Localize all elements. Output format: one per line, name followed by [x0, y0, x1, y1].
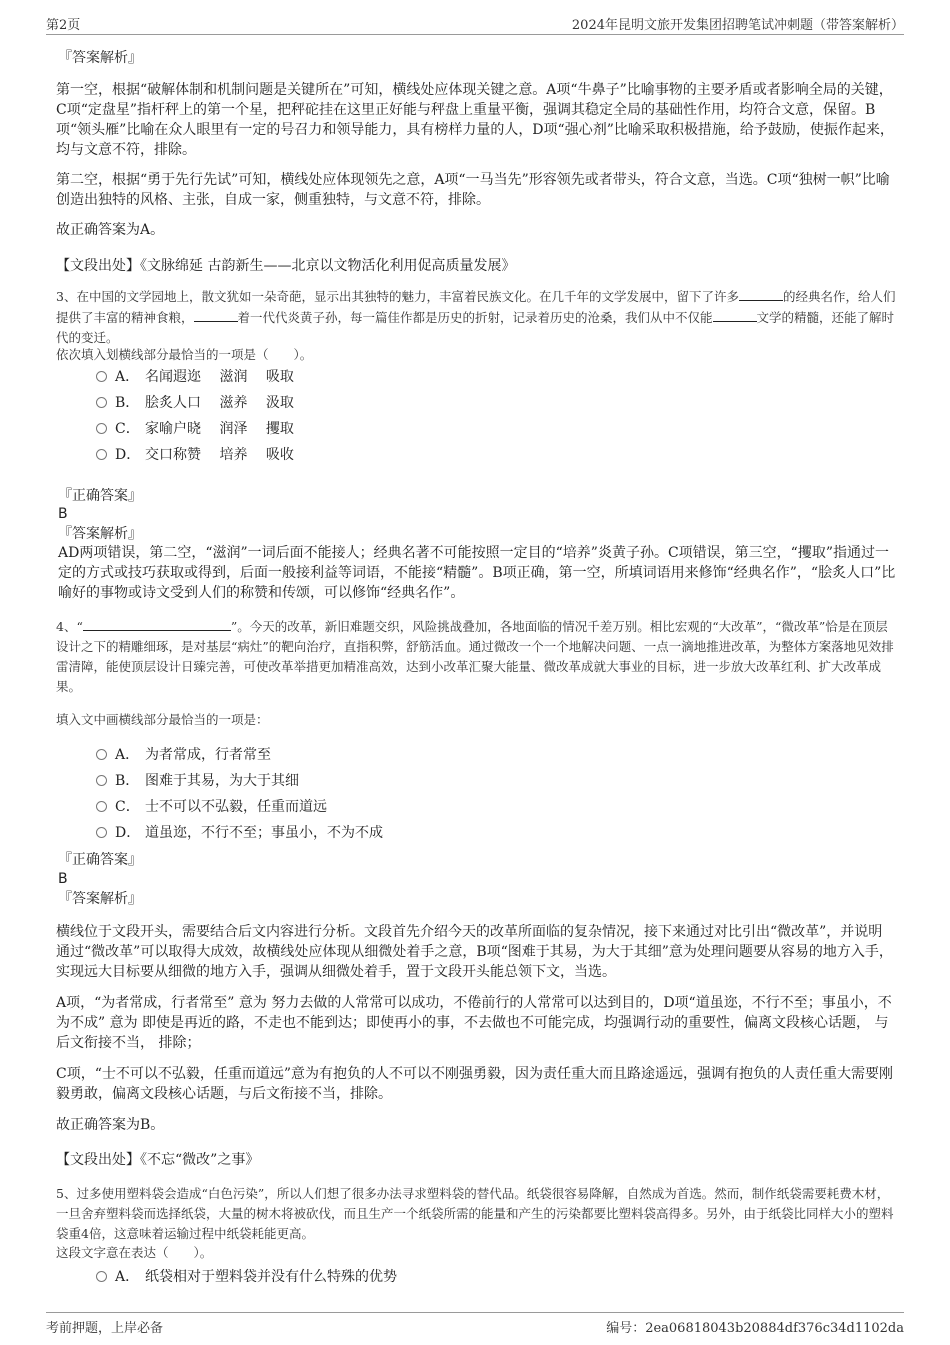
- analysis-label: 『答案解析』: [58, 50, 142, 66]
- answer-conclusion: 故正确答案为A。: [56, 222, 165, 238]
- blank-line: [194, 307, 238, 322]
- analysis-paragraph: AD两项错误，第二空，“滋润”一词后面不能接人；经典名著不可能按照一定目的“培养”炎黄子孙。C项错误，第三空，“攫取”指通过一定的方式或技巧获取或得到，后面一般接利益等词语，不能接“精髓”。B项正确，第一空，所填词语用来修饰“经典名作”，“脍炙人口”比喻好的事物或诗文受到人们的称赞和传颂，可以修饰“经典名作”。: [58, 545, 896, 601]
- option-a[interactable]: A． 名闻遐迩 滋润 吸取: [96, 367, 294, 387]
- radio-button[interactable]: [96, 1271, 107, 1282]
- option-a[interactable]: A． 为者常成，行者常至: [96, 745, 271, 765]
- radio-button[interactable]: [96, 423, 107, 434]
- question-5-prompt: 这段文字意在表达（ ）。: [56, 1245, 213, 1260]
- analysis-paragraph: A项，“为者常成，行者常至” 意为 努力去做的人常常可以成功，不倦前行的人常常可以达到目的，D项“道虽迩，不行不至；事虽小，不为不成” 意为 即使是再近的路，不走也不能到达；即使再小的事，不去做也不可能完成，均强调行动的重要性，偏离文段核心话题， 与后文衔接不当， 排除；: [56, 995, 892, 1051]
- answer-conclusion: 故正确答案为B。: [56, 1117, 165, 1133]
- radio-button[interactable]: [96, 749, 107, 760]
- question-3-prompt: 依次填入划横线部分最恰当的一项是（ ）。: [56, 347, 313, 362]
- question-4-prompt: 填入文中画横线部分最恰当的一项是：: [56, 712, 269, 727]
- radio-button[interactable]: [96, 397, 107, 408]
- correct-answer-label: 『正确答案』: [58, 488, 142, 504]
- radio-button[interactable]: [96, 371, 107, 382]
- option-c[interactable]: C． 士不可以不弘毅，任重而道远: [96, 797, 327, 817]
- analysis-paragraph: 第二空，根据“勇于先行先试”可知，横线处应体现领先之意，A项“一马当先”形容领先或者带头，符合文意，当选。C项“独树一帜”比喻创造出独特的风格、主张，自成一家，侧重独特，与文意不符，排除。: [56, 172, 890, 208]
- page-header: [46, 10, 904, 35]
- correct-answer: B: [58, 871, 68, 887]
- question-4-text: 4、“ ”。今天的改革，新旧难题交织，风险挑战叠加，各地面临的情况千差万别。相比宏观的“大改革”，“微改革”恰是在顶层设计之下的精雕细琢，是对基层“病灶”的靶向治疗，直指积弊，舒筋活血。通过微改一个一个地解决问题、一点一滴地推进改革，为整体方案落地见效排雷清障，能使顶层设计日臻完善，可使改革举措更加精准高效，达到小改革汇聚大能量、微改革成就大事业的目标，进一步放大改革红利、扩大改革成果。: [56, 616, 896, 697]
- option-c[interactable]: C． 家喻户晓 润泽 攫取: [96, 419, 294, 439]
- source-citation: 【文段出处】《文脉绵延 古韵新生——北京以文物活化利用促高质量发展》: [56, 258, 516, 274]
- analysis-paragraph: 第一空，根据“破解体制和机制问题是关键所在”可知，横线处应体现关键之意。A项“牛鼻子”比喻事物的主要矛盾或者影响全局的关键，C项“定盘星”指杆秤上的第一个星，把秤砣挂在这里正好能与秤盘上重量平衡，强调其稳定全局的基础性作用，均符合文意，保留。B项“领头雁”比喻在众人眼里有一定的号召力和领导能力，具有榜样力量的人，D项“强心剂”比喻采取积极措施，给予鼓励，使振作起来，均与文意不符，排除。: [56, 82, 894, 158]
- option-b[interactable]: B． 图难于其易，为大于其细: [96, 771, 299, 791]
- page-footer: [46, 1312, 904, 1339]
- document-id: 编号：2ea06818043b20884df376c34d1102da: [606, 1321, 904, 1336]
- footer-slogan: 考前押题，上岸必备: [46, 1321, 164, 1336]
- source-citation: 【文段出处】《不忘“微改”之事》: [56, 1152, 260, 1168]
- option-d[interactable]: D． 道虽迩，不行不至；事虽小，不为不成: [96, 823, 383, 843]
- blank-line: [83, 616, 231, 631]
- radio-button[interactable]: [96, 449, 107, 460]
- radio-button[interactable]: [96, 775, 107, 786]
- document-title: 2024年昆明文旅开发集团招聘笔试冲刺题（带答案解析）: [571, 18, 904, 33]
- option-a[interactable]: A． 纸袋相对于塑料袋并没有什么特殊的优势: [96, 1267, 397, 1287]
- option-d[interactable]: D． 交口称赞 培养 吸收: [96, 445, 294, 465]
- radio-button[interactable]: [96, 827, 107, 838]
- question-3-text: 3、在中国的文学园地上，散文犹如一朵奇葩，显示出其独特的魅力，丰富着民族文化。在几千年的文学发展中，留下了许多 的经典名作，给人们提供了丰富的精神食粮， 着一代代炎黄子孙，每一篇佳作都是历史的折射，记录着历史的沧桑，我们从中不仅能 文学的精髓，还能了解时代的变迁。: [56, 286, 896, 348]
- correct-answer: B: [58, 506, 68, 522]
- analysis-label: 『答案解析』: [58, 891, 142, 907]
- analysis-paragraph: 横线位于文段开头，需要结合后文内容进行分析。文段首先介绍今天的改革所面临的复杂情况，接下来通过对比引出“微改革”，并说明通过“微改革”可以取得大成效，故横线处应体现从细微处着手之意，B项“图难于其易，为大于其细”意为处理问题要从容易的地方入手，实现远大目标要从细微的地方入手，强调从细微处着手，置于文段开头能总领下文，当选。: [56, 924, 893, 980]
- radio-button[interactable]: [96, 801, 107, 812]
- analysis-paragraph: C项，“士不可以不弘毅，任重而道远”意为有抱负的人不可以不刚强勇毅，因为责任重大而且路途遥远，强调有抱负的人责任重大需要刚毅勇敢，偏离文段核心话题，与后文衔接不当，排除。: [56, 1066, 894, 1102]
- correct-answer-label: 『正确答案』: [58, 852, 142, 868]
- question-5-text: 5、过多使用塑料袋会造成“白色污染”，所以人们想了很多办法寻求塑料袋的替代品。纸袋很容易降解，自然成为首选。然而，制作纸袋需要耗费木材，一旦舍弃塑料袋而选择纸袋，大量的树木将被砍伐，而且生产一个纸袋所需的能量和产生的污染都要比塑料袋高得多。另外，由于纸袋比同样大小的塑料袋重4倍，这意味着运输过程中纸袋耗能更高。: [56, 1186, 894, 1241]
- blank-line: [739, 286, 783, 301]
- page-number: 第2页: [46, 18, 81, 33]
- option-b[interactable]: B． 脍炙人口 滋养 汲取: [96, 393, 294, 413]
- blank-line: [713, 307, 757, 322]
- analysis-label: 『答案解析』: [58, 526, 142, 542]
